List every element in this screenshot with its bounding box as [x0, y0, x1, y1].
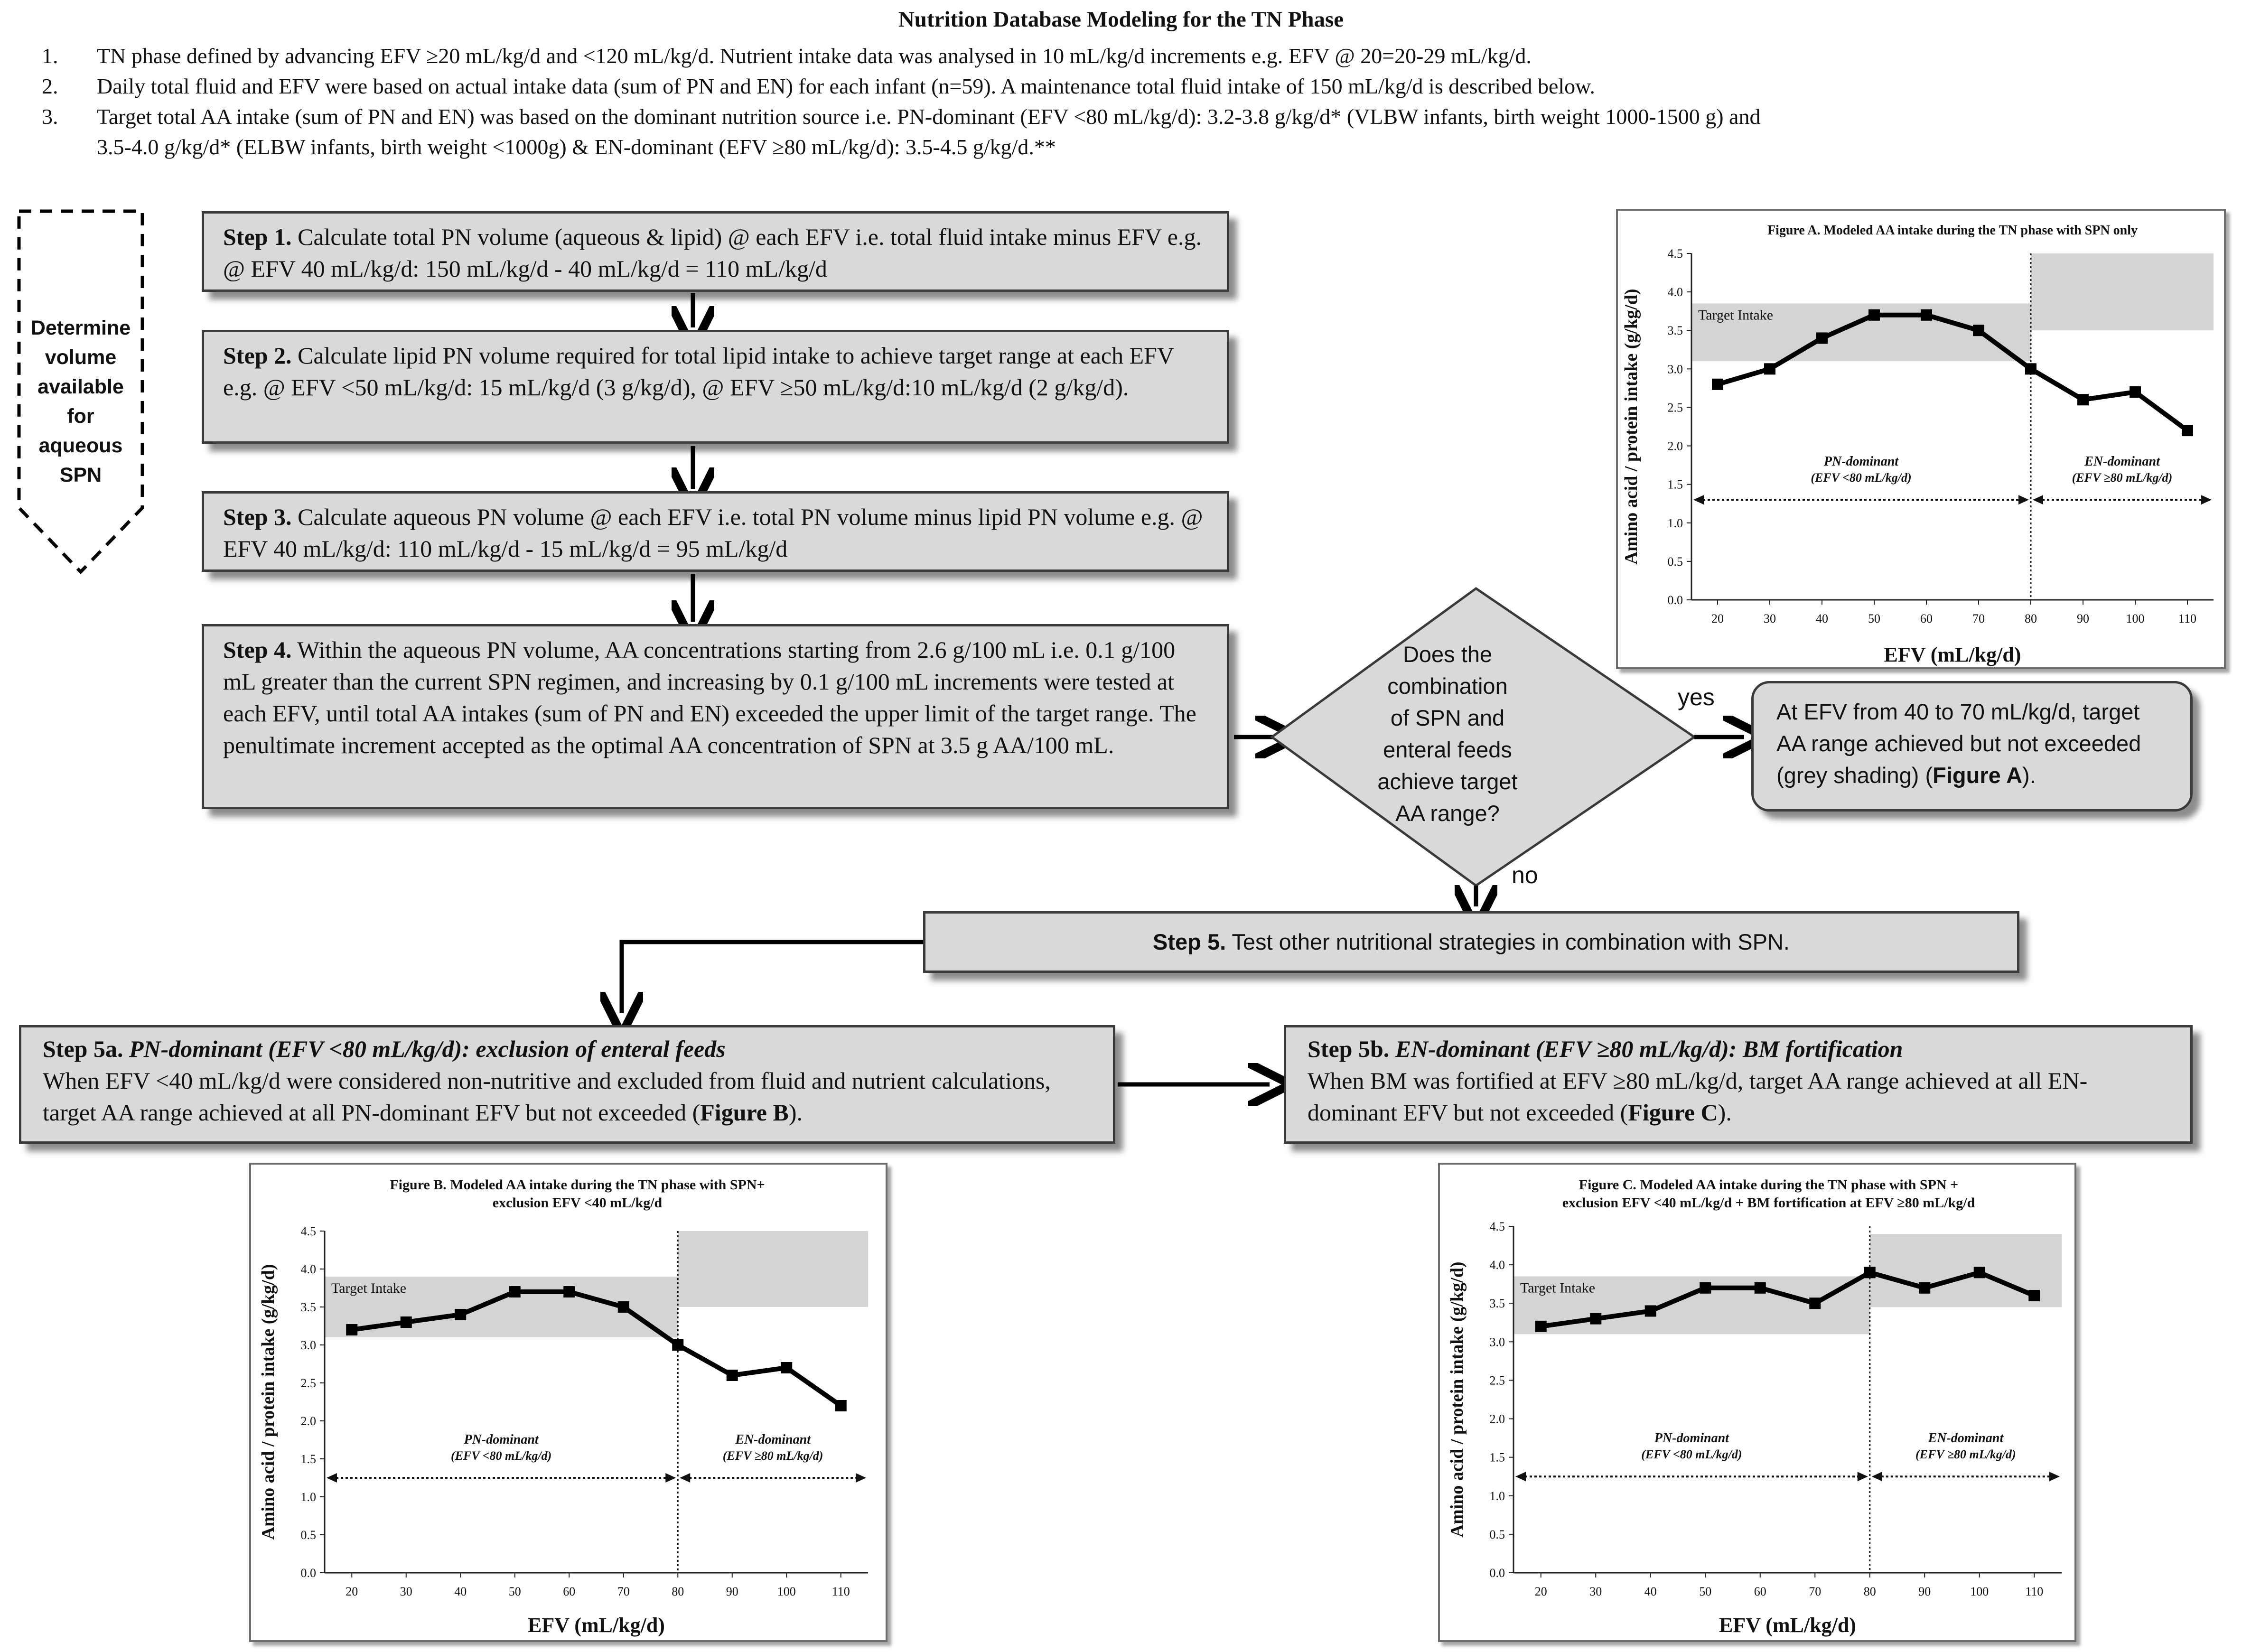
x-tick-label: 20	[346, 1585, 358, 1598]
y-tick-label: 0.0	[1489, 1566, 1505, 1580]
data-point	[835, 1400, 847, 1411]
y-tick-label: 4.5	[1667, 247, 1683, 261]
note-text: Daily total fluid and EFV were based on actual intake data (sum of PN and EN) for each infant (n=59). A maintenance total fluid intake of 150 mL/kg/d is described below.	[97, 74, 1595, 98]
data-point	[2130, 386, 2141, 398]
data-point	[1764, 363, 1775, 374]
target-range-shading	[678, 1231, 868, 1307]
en-dominant-label: EN-dominant	[2084, 454, 2160, 469]
y-tick-label: 1.0	[1667, 516, 1683, 530]
range-arrowhead	[2049, 1472, 2060, 1481]
en-dominant-label: EN-dominant	[1928, 1431, 2004, 1446]
x-tick-label: 100	[1970, 1585, 1989, 1598]
y-tick-label: 0.5	[300, 1528, 316, 1542]
en-dominant-sublabel: (EFV ≥80 mL/kg/d)	[2072, 471, 2173, 485]
step5a-figure-ref: Figure B	[700, 1099, 789, 1126]
y-tick-label: 2.5	[1489, 1373, 1505, 1388]
y-tick-label: 1.5	[1489, 1450, 1505, 1465]
x-tick-label: 110	[831, 1585, 850, 1598]
chart-title: Figure C. Modeled AA intake during the TN phase with SPN +	[1579, 1177, 1959, 1193]
note-3-continued: 3.5-4.0 g/kg/d* (ELBW infants, birth weight <1000g) & EN-dominant (EFV ≥80 mL/kg/d): 3.5-4.5 g/kg/d.**	[97, 135, 1056, 159]
y-tick-label: 1.0	[300, 1490, 316, 1504]
step2-label: Step 2.	[223, 342, 292, 369]
range-arrowhead	[2033, 495, 2043, 504]
x-tick-label: 80	[2025, 612, 2037, 625]
y-tick-label: 3.5	[300, 1300, 316, 1314]
pn-dominant-label: PN-dominant	[1654, 1431, 1729, 1446]
figure-b-svg	[251, 1165, 889, 1644]
pn-dominant-label: PN-dominant	[464, 1432, 539, 1447]
note-number: 1.	[42, 44, 58, 68]
range-arrowhead	[2018, 495, 2029, 504]
data-point	[1868, 309, 1880, 321]
data-point	[2025, 363, 2036, 374]
step5b-end: ).	[1718, 1099, 1732, 1126]
en-dominant-sublabel: (EFV ≥80 mL/kg/d)	[722, 1449, 823, 1463]
x-tick-label: 100	[2126, 612, 2145, 625]
step5b-heading: EN-dominant (EFV ≥80 mL/kg/d): BM fortification	[1389, 1036, 1903, 1062]
step5-label: Step 5.	[1153, 929, 1226, 954]
step5b-box	[1284, 1025, 2193, 1144]
y-tick-label: 3.0	[300, 1338, 316, 1352]
range-arrowhead	[665, 1473, 676, 1483]
x-tick-label: 80	[672, 1585, 684, 1598]
data-point	[2182, 425, 2193, 436]
target-intake-label: Target Intake	[1520, 1280, 1596, 1296]
y-tick-label: 2.5	[1667, 401, 1683, 415]
data-point	[1974, 1267, 1985, 1278]
data-point	[1809, 1297, 1821, 1309]
decision-no-label: no	[1512, 862, 1538, 888]
figure-c-chart	[1438, 1163, 2076, 1642]
note-text: TN phase defined by advancing EFV ≥20 mL/kg/d and <120 mL/kg/d. Nutrient intake data was analysed in 10 mL/kg/d increments e.g. EFV @ 20=20-29 mL/kg/d.	[97, 44, 1532, 68]
x-tick-label: 60	[1920, 612, 1933, 625]
data-point	[1700, 1282, 1711, 1294]
pn-dominant-sublabel: (EFV <80 mL/kg/d)	[1641, 1447, 1742, 1462]
en-dominant-label: EN-dominant	[735, 1432, 811, 1447]
data-point	[1645, 1305, 1656, 1316]
step3-text: Calculate aqueous PN volume @ each EFV i.e. total PN volume minus lipid PN volume e.g. @ EFV 40 mL/kg/d: 110 mL/kg/d - 15 mL/kg/d = 95 mL/kg/d	[223, 504, 1203, 562]
x-tick-label: 50	[1699, 1585, 1712, 1598]
range-arrowhead	[1872, 1472, 1882, 1481]
decision-question: Does the combination of SPN and enteral feeds achieve target AA range?	[1377, 642, 1518, 826]
result-text: At EFV from 40 to 70 mL/kg/d, target AA range achieved but not exceeded (grey shading) (	[1776, 699, 2141, 788]
step5a-label: Step 5a.	[43, 1036, 123, 1062]
data-point	[509, 1286, 521, 1297]
step5b-figure-ref: Figure C	[1628, 1099, 1718, 1126]
step3-label: Step 3.	[223, 504, 292, 530]
decision-yes-label: yes	[1678, 684, 1715, 710]
x-tick-label: 50	[508, 1585, 521, 1598]
x-tick-label: 30	[1589, 1585, 1602, 1598]
y-tick-label: 1.5	[1667, 477, 1683, 492]
y-axis-label: Amino acid / protein intake (g/kg/d)	[258, 1264, 278, 1540]
result-box	[1751, 681, 2193, 812]
x-tick-label: 70	[1809, 1585, 1822, 1598]
step3-box	[202, 491, 1229, 572]
y-tick-label: 0.5	[1489, 1527, 1505, 1541]
data-point	[401, 1316, 412, 1328]
step1-text: Calculate total PN volume (aqueous & lipid) @ each EFV i.e. total fluid intake minus EFV e.g. @ EFV 40 mL/kg/d: 150 mL/kg/d - 40 mL/kg/d = 110 mL/kg/d	[223, 224, 1202, 282]
data-point	[1816, 332, 1828, 344]
y-tick-label: 2.0	[1667, 439, 1683, 453]
y-axis-label: Amino acid / protein intake (g/kg/d)	[1621, 289, 1641, 565]
target-intake-label: Target Intake	[1698, 307, 1774, 323]
range-arrowhead	[680, 1473, 690, 1483]
x-axis-label: EFV (mL/kg/d)	[528, 1614, 665, 1637]
x-axis-label: EFV (mL/kg/d)	[1719, 1614, 1856, 1637]
result-figure-ref: Figure A	[1933, 763, 2023, 788]
data-point	[1864, 1267, 1876, 1278]
x-tick-label: 60	[563, 1585, 576, 1598]
chart-title: exclusion EFV <40 mL/kg/d + BM fortification at EFV ≥80 mL/kg/d	[1562, 1195, 1975, 1211]
y-tick-label: 2.0	[300, 1414, 316, 1428]
chart-title: exclusion EFV <40 mL/kg/d	[492, 1195, 663, 1211]
figure-a-svg	[1618, 211, 2228, 671]
y-tick-label: 2.5	[300, 1376, 316, 1390]
data-point	[1712, 379, 1723, 390]
step5-text: Test other nutritional strategies in combination with SPN.	[1226, 929, 1790, 954]
y-axis-label: Amino acid / protein intake (g/kg/d)	[1447, 1261, 1467, 1538]
range-arrowhead	[2201, 495, 2212, 504]
en-dominant-sublabel: (EFV ≥80 mL/kg/d)	[1915, 1447, 2016, 1462]
note-text: Target total AA intake (sum of PN and EN) was based on the dominant nutrition source i.e. PN-dominant (EFV <80 mL/kg/d): 3.2-3.8 g/kg/d* (VLBW infants, birth weight 1000-1500 g) and	[97, 104, 1761, 129]
data-point	[346, 1324, 357, 1335]
x-tick-label: 100	[777, 1585, 796, 1598]
step5a-box	[19, 1025, 1115, 1144]
step4-text: Within the aqueous PN volume, AA concentrations starting from 2.6 g/100 mL i.e. 0.1 g/100 mL greater than the current SPN regimen, and increasing by 0.1 g/100 mL increments were tested at each EFV, until total AA intakes (sum of PN and EN) exceeded the upper limit of the target range. The penultimate increment accepted as the optimal AA concentration of SPN at 3.5 g AA/100 mL.	[223, 636, 1196, 758]
chart-title: Figure A. Modeled AA intake during the TN phase with SPN only	[1767, 223, 2138, 238]
y-tick-label: 3.5	[1489, 1297, 1505, 1311]
x-tick-label: 90	[1918, 1585, 1931, 1598]
step5b-label: Step 5b.	[1308, 1036, 1390, 1062]
x-tick-label: 20	[1711, 612, 1724, 625]
step5b-text: When BM was fortified at EFV ≥80 mL/kg/d, target AA range achieved at all EN-dominant EFV but not exceeded (	[1308, 1067, 2088, 1126]
data-point	[1921, 309, 1932, 321]
x-tick-label: 70	[617, 1585, 630, 1598]
data-point	[563, 1286, 575, 1297]
data-point	[455, 1309, 466, 1320]
figure-a-chart	[1616, 209, 2226, 669]
data-point	[1973, 325, 1984, 336]
step1-box	[202, 211, 1229, 292]
y-tick-label: 1.5	[300, 1452, 316, 1466]
step4-box	[202, 624, 1229, 809]
x-axis-label: EFV (mL/kg/d)	[1884, 643, 2021, 666]
pn-dominant-label: PN-dominant	[1823, 454, 1899, 469]
y-tick-label: 3.0	[1667, 362, 1683, 376]
x-tick-label: 60	[1754, 1585, 1766, 1598]
y-tick-label: 3.0	[1489, 1335, 1505, 1349]
result-end: ).	[2022, 763, 2036, 788]
data-point	[1590, 1313, 1601, 1325]
data-point	[618, 1301, 629, 1313]
pn-dominant-sublabel: (EFV <80 mL/kg/d)	[1811, 471, 1912, 485]
range-arrowhead	[1515, 1472, 1526, 1481]
y-tick-label: 2.0	[1489, 1412, 1505, 1426]
range-arrowhead	[1693, 495, 1704, 504]
x-tick-label: 110	[2178, 612, 2197, 625]
x-tick-label: 90	[2077, 612, 2089, 625]
step5a-text: When EFV <40 mL/kg/d were considered non-nutritive and excluded from fluid and nutrient calculations, target AA range achieved at all PN-dominant EFV but not exceeded (	[43, 1067, 1051, 1126]
x-tick-label: 50	[1868, 612, 1880, 625]
data-point	[2028, 1290, 2040, 1301]
side-chevron-label: Determine volume available for aqueous SPN	[30, 317, 131, 486]
chart-title: Figure B. Modeled AA intake during the TN phase with SPN+	[390, 1177, 765, 1193]
data-point	[781, 1362, 792, 1373]
x-tick-label: 30	[400, 1585, 412, 1598]
step2-text: Calculate lipid PN volume required for total lipid intake to achieve target range at each EFV e.g. @ EFV <50 mL/kg/d: 15 mL/kg/d (3 g/kg/d), @ EFV ≥50 mL/kg/d:10 mL/kg/d (2 g/kg/d).	[223, 342, 1174, 401]
y-tick-label: 3.5	[1667, 324, 1683, 338]
step5-box	[923, 911, 2019, 973]
figure-c-svg	[1440, 1165, 2078, 1644]
data-point	[1755, 1282, 1766, 1294]
y-tick-label: 4.5	[1489, 1220, 1505, 1233]
y-tick-label: 0.0	[1667, 593, 1683, 607]
pn-dominant-sublabel: (EFV <80 mL/kg/d)	[451, 1449, 552, 1463]
x-tick-label: 70	[1972, 612, 1985, 625]
x-tick-label: 20	[1534, 1585, 1547, 1598]
figure-b-chart	[249, 1163, 887, 1642]
step5a-end: ).	[788, 1099, 803, 1126]
y-tick-label: 4.0	[1489, 1258, 1505, 1272]
data-point	[1535, 1321, 1547, 1332]
y-tick-label: 1.0	[1489, 1489, 1505, 1503]
step4-label: Step 4.	[223, 636, 292, 663]
step1-label: Step 1.	[223, 224, 292, 250]
x-tick-label: 30	[1764, 612, 1776, 625]
y-tick-label: 0.5	[1667, 554, 1683, 569]
note-number: 3.	[42, 104, 58, 129]
y-tick-label: 4.0	[1667, 285, 1683, 299]
arrow-step5-to-step5a	[622, 942, 923, 1013]
x-tick-label: 40	[1816, 612, 1828, 625]
x-tick-label: 80	[1863, 1585, 1876, 1598]
x-tick-label: 110	[2025, 1585, 2044, 1598]
note-number: 2.	[42, 74, 58, 98]
target-range-shading	[2031, 253, 2214, 330]
x-tick-label: 40	[1644, 1585, 1657, 1598]
data-point	[2077, 394, 2089, 405]
x-tick-label: 90	[726, 1585, 738, 1598]
page-title: Nutrition Database Modeling for the TN Phase	[898, 7, 1344, 32]
data-point	[672, 1339, 683, 1351]
range-arrowhead	[1858, 1472, 1868, 1481]
range-arrowhead	[856, 1473, 866, 1483]
x-tick-label: 40	[454, 1585, 467, 1598]
step2-box	[202, 330, 1229, 444]
range-arrowhead	[327, 1473, 337, 1483]
step5a-heading: PN-dominant (EFV <80 mL/kg/d): exclusion of enteral feeds	[123, 1036, 726, 1062]
data-point	[727, 1370, 738, 1381]
y-tick-label: 4.5	[300, 1224, 316, 1238]
y-tick-label: 4.0	[300, 1262, 316, 1276]
y-tick-label: 0.0	[300, 1566, 316, 1580]
data-point	[1919, 1282, 1930, 1294]
target-intake-label: Target Intake	[331, 1280, 407, 1296]
